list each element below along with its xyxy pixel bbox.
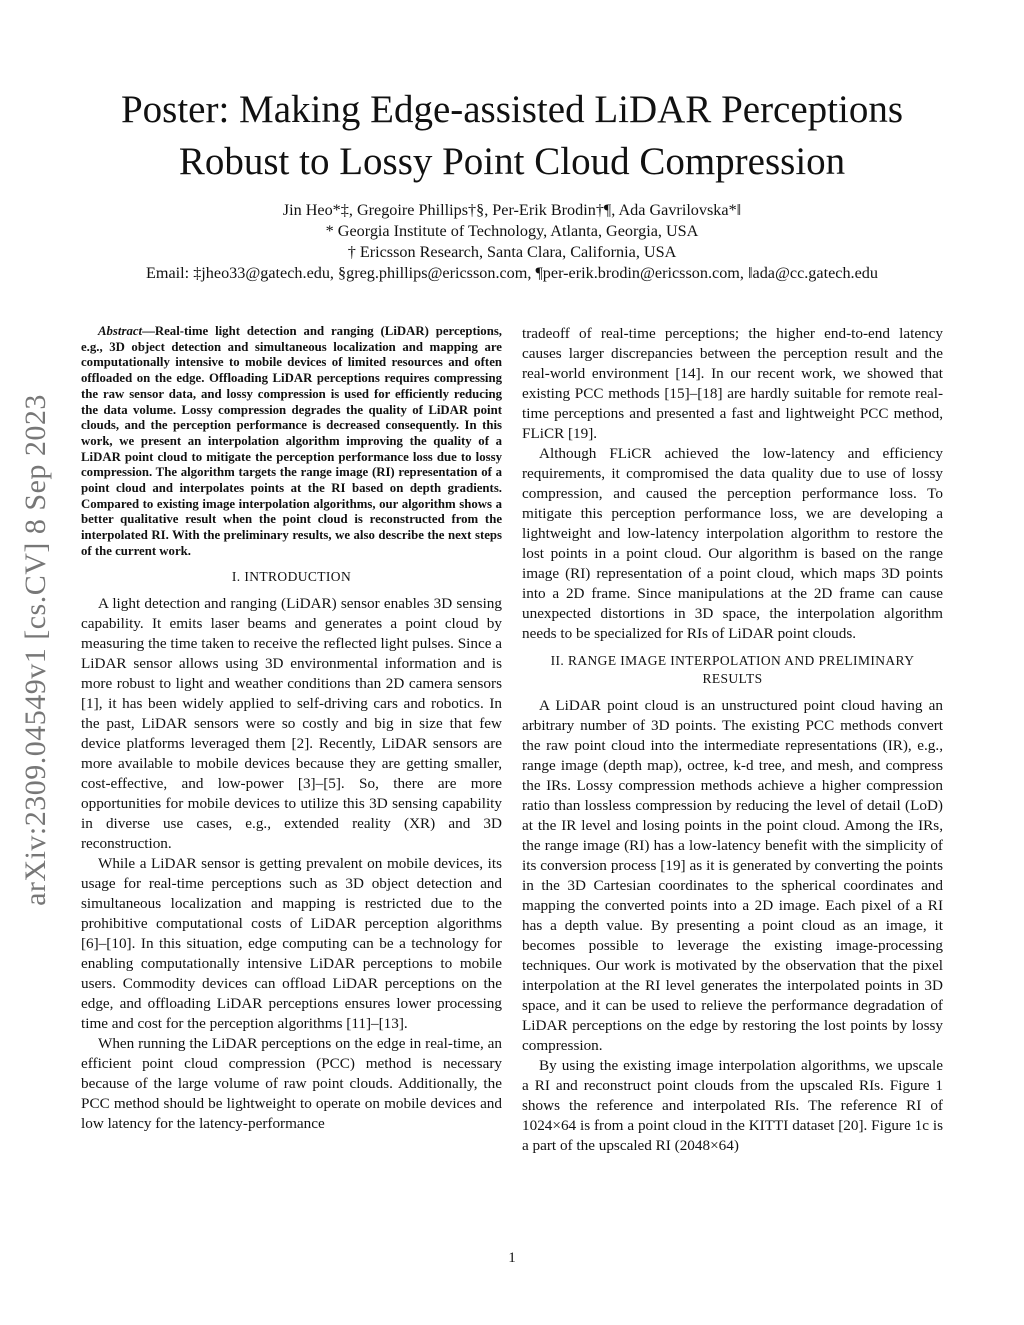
abstract-text: —Real-time light detection and ranging (LiDAR) perceptions, e.g., 3D object detection and simultaneous localization and mapping are computationally intensive to mobile devices of limited resources and often offloaded on the edge. Offloading LiDAR perceptions requires compressing the raw sensor data, and lossy compression is used for efficiently reducing the data volume. Lossy compression degrades the quality of LiDAR point clouds, and the perception performance is decreased consequently. In this work, we present an interpolation algorithm improving the quality of a LiDAR point cloud to mitigate the perception performance loss due to lossy compression. The algorithm targets the range image (RI) representation of a point cloud and interpolates points at the RI based on depth gradients. Compared to existing image interpolation algorithms, our algorithm shows a better qualitative result when the point cloud is reconstructed from the interpolated RI. With the preliminary results, we also describe the next steps of the current work. (81, 324, 502, 558)
abstract (81, 324, 502, 560)
intro-paragraph-2: While a LiDAR sensor is getting prevalent on mobile devices, its usage for real-time perceptions such as 3D object detection and simultaneous localization and mapping is restricted due to the prohibitive computational costs of LiDAR perception algorithms [6]–[10]. In this situation, edge computing can be a technology for enabling computationally intensive LiDAR perceptions to mobile users. Commodity devices can offload LiDAR perceptions on the edge, and offloading LiDAR perceptions ensures lower processing time and cost for the perception algorithms [11]–[13]. (81, 854, 502, 1032)
arxiv-identifier-sidebar (14, 360, 58, 940)
left-column (81, 324, 502, 1134)
author-emails: Email: ‡jheo33@gatech.edu, §greg.phillips@ericsson.com, ¶per-erik.brodin@ericsson.com, ‖ada@cc.gatech.edu (146, 264, 878, 282)
affiliation-georgia-tech: * Georgia Institute of Technology, Atlanta, Georgia, USA (325, 222, 699, 240)
abstract-label: Abstract (98, 324, 143, 338)
intro-paragraph-1: A light detection and ranging (LiDAR) sensor enables 3D sensing capability. It emits laser beams and generates a point cloud by measuring the time taken to receive the reflected light pulses. Since a LiDAR sensor allows using 3D environmental information and is more robust to light and weather conditions than 2D camera sensors [1], it has been widely applied to self-driving cars and robotics. In the past, LiDAR sensors were so costly and big in size that few device platforms leveraged them [2]. Recently, LiDAR sensors are more available to mobile devices because they are getting smaller, cost-effective, and low-power [3]–[5]. So, there are more opportunities for mobile devices to utilize this 3D sensing capability in diverse use cases, e.g., extended reality (XR) and 3D reconstruction. (81, 594, 502, 852)
intro-paragraph-4: Although FLiCR achieved the low-latency and efficiency requirements, it compromised the data quality due to use of lossy compression, and caused the perception performance loss. To mitigate this perception performance loss, we are developing a lightweight and low-latency interpolation algorithm to restore the lost points in a point cloud. Our algorithm is based on the range image (RI) representation of a point cloud, which maps 3D points into a 2D frame. Since manipulations at the 2D frame can cause unexpected distortions in 3D space, the interpolation algorithm needs to be specialized for RIs of LiDAR point clouds. (522, 445, 943, 642)
section-heading-line-2: RESULTS (702, 671, 763, 686)
author-block (62, 200, 962, 284)
section-heading-range-image (522, 652, 943, 688)
page-number: 1 (508, 1250, 516, 1266)
arxiv-id: arXiv:2309.04549v1 [cs.CV] 8 Sep 2023 (19, 394, 53, 906)
affiliation-ericsson: † Ericsson Research, Santa Clara, California, USA (347, 243, 677, 261)
paper-title: Poster: Making Edge-assisted LiDAR Perceptions Robust to Lossy Point Cloud Compression (120, 88, 904, 183)
section-heading-introduction: I. INTRODUCTION (231, 568, 352, 584)
author-names: Jin Heo*‡, Gregoire Phillips†§, Per-Erik Brodin†¶, Ada Gavrilovska*‖ (282, 201, 742, 219)
section2-paragraph-2: By using the existing image interpolation algorithms, we upscale a RI and reconstruct point clouds from the upscaled RIs. Figure 1 shows the reference and interpolated RIs. The reference RI of 1024×64 is from a point cloud in the KITTI dataset [20]. Figure 1c is a part of the upscaled RI (2048×64) (522, 1057, 943, 1154)
section2-paragraph-1: A LiDAR point cloud is an unstructured point cloud having an arbitrary number of 3D points. The existing PCC methods convert the raw point cloud into the intermediate representations (IR), e.g., range image (depth map), octree, k-d tree, and mesh, and compress the IRs. Lossy compression methods achieve a higher compression ratio than lossless compression by reducing the level of detail (LoD) at the IR level and losing points in the point cloud. Among the IRs, the range image (RI) has a low-latency benefit with the simplicity of its conversion process [19] as it is generated by converting the points in the 3D Cartesian coordinates to the spherical coordinates and mapping the converted points into a 2D image. Each pixel of a RI has a depth value. By presenting a point cloud as an image, it becomes possible to leverage the existing image-processing techniques. Our work is motivated by the observation that the pixel interpolation at the RI level generates the interpolated points in 3D space, and it can be used to relieve the performance degradation of LiDAR perceptions on the edge by restoring the lost points by lossy compression. (522, 697, 943, 1054)
intro-paragraph-3-continued: tradeoff of real-time perceptions; the higher end-to-end latency causes larger discrepancies between the perception result and the real-world environment [14]. In our recent work, we showed that existing PCC methods [15]–[18] are hardly suitable for remote real-time perceptions and presented a fast and lightweight PCC method, FLiCR [19]. (522, 325, 943, 442)
right-column (522, 324, 943, 1156)
section-heading-line-1: II. RANGE IMAGE INTERPOLATION AND PRELIMINARY (550, 653, 915, 668)
intro-paragraph-3: When running the LiDAR perceptions on the edge in real-time, an efficient point cloud compression (PCC) method is necessary because of the large volume of raw point clouds. Additionally, the PCC method should be lightweight to operate on mobile devices and low latency for the latency-performance (81, 1034, 502, 1132)
